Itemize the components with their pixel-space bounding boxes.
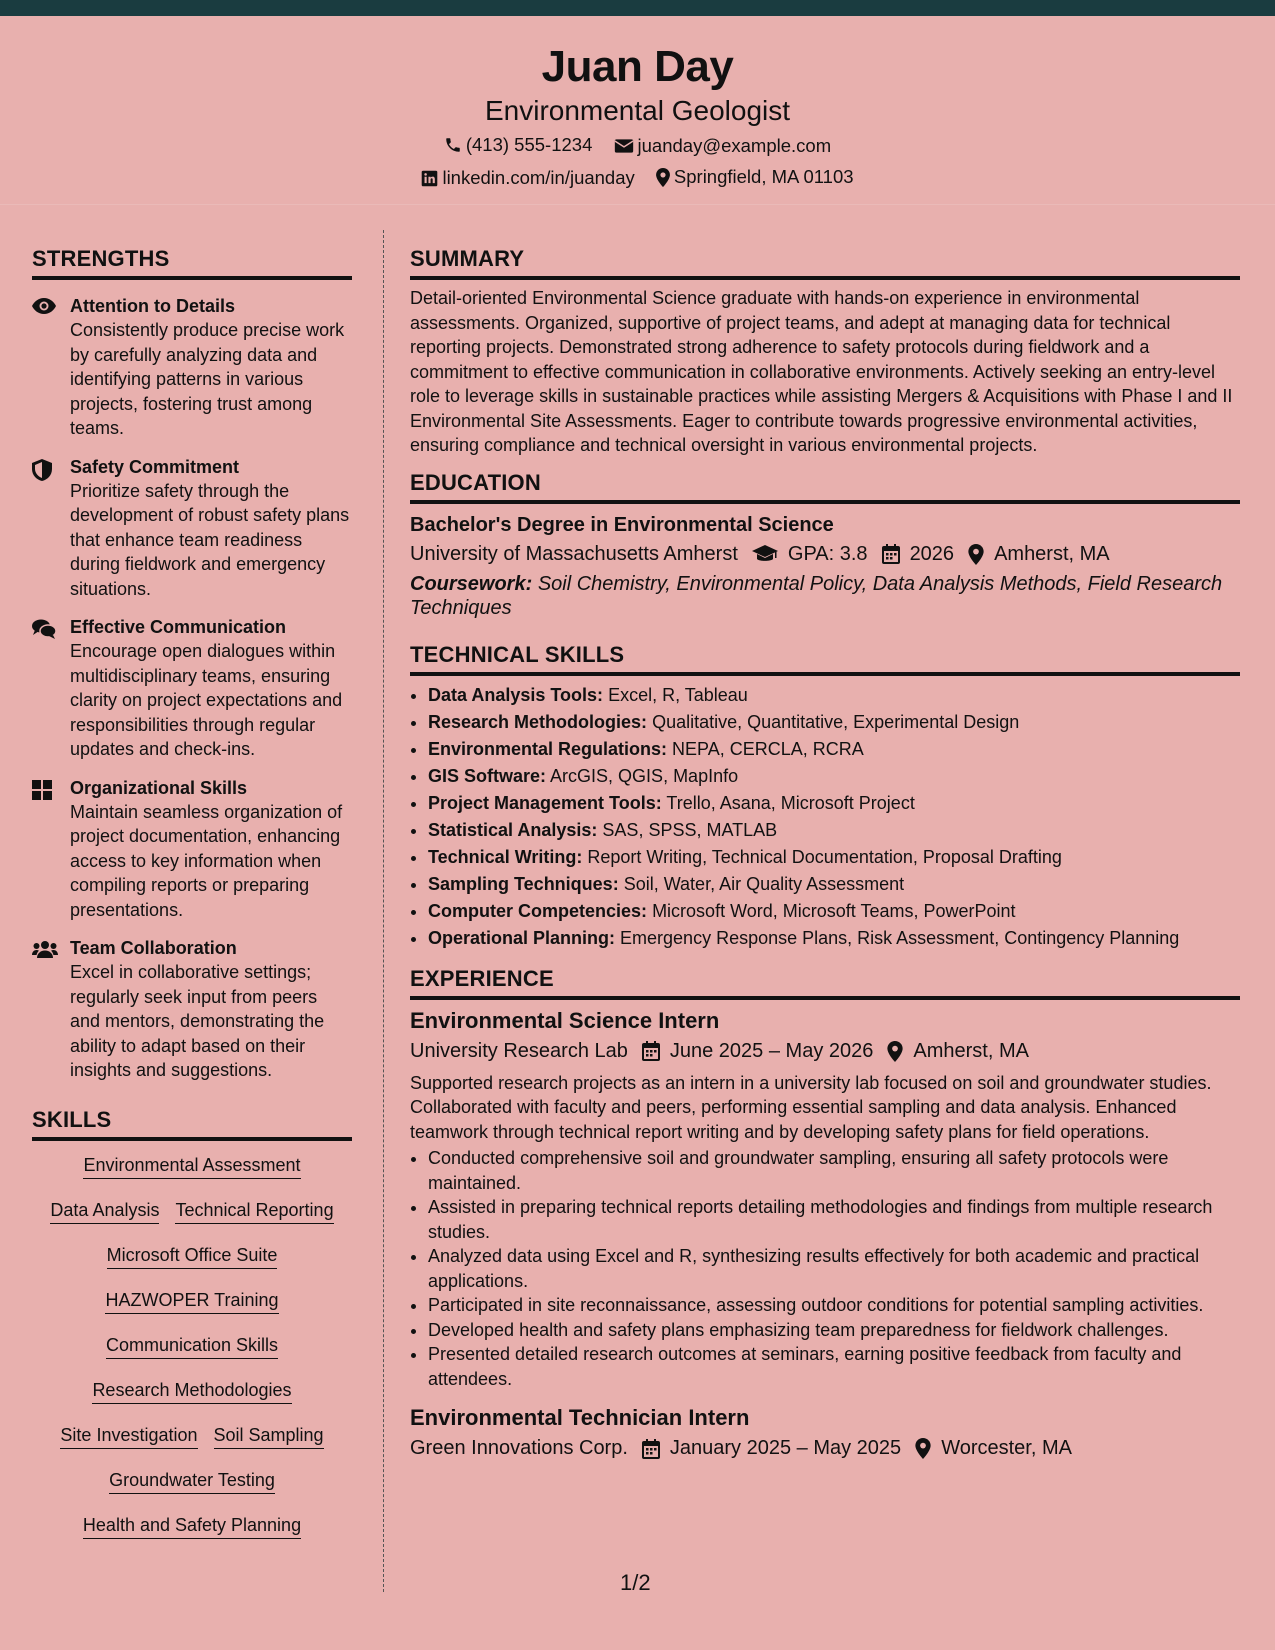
list-item: • Data Analysis Tools: Excel, R, Tableau — [428, 682, 1240, 709]
strength-item — [32, 294, 352, 441]
list-item: • Sampling Techniques: Soil, Water, Air Quality Assessment — [428, 871, 1240, 898]
list-item: • Computer Competencies: Microsoft Word, Microsoft Teams, PowerPoint — [428, 898, 1240, 925]
skill-tag: Site Investigation — [60, 1425, 197, 1449]
company-name: University Research Lab — [410, 1039, 628, 1062]
technical-skills-heading: TECHNICAL SKILLS — [410, 642, 1240, 676]
strength-title: Attention to Details — [70, 296, 235, 316]
strengths-heading: STRENGTHS — [32, 246, 352, 280]
list-item: • Research Methodologies: Qualitative, Quantitative, Experimental Design — [428, 709, 1240, 736]
calendar-icon — [642, 1041, 660, 1061]
skill-tag: Research Methodologies — [92, 1380, 291, 1404]
strength-item — [32, 936, 352, 1083]
skill-tag: Communication Skills — [106, 1335, 278, 1359]
list-item: • Assisted in preparing technical reports detailing methodologies and findings from multiple research studies. — [428, 1195, 1240, 1244]
job-bullets — [410, 1146, 1240, 1391]
skill-tag: Technical Reporting — [175, 1200, 333, 1224]
email-text: juanday@example.com — [637, 135, 832, 156]
linkedin-contact[interactable] — [421, 167, 634, 189]
list-item: • Environmental Regulations: NEPA, CERCLA, RCRA — [428, 736, 1240, 763]
linkedin-text: linkedin.com/in/juanday — [442, 167, 635, 188]
job-title: Environmental Technician Intern — [410, 1405, 750, 1430]
job-location: Amherst, MA — [913, 1039, 1029, 1062]
strength-desc: Excel in collaborative settings; regularly seek input from peers and mentors, demonstrating the ability to adapt based on their insights and suggestions. — [70, 962, 325, 1080]
company-name: Green Innovations Corp. — [410, 1437, 628, 1459]
map-pin-icon — [968, 544, 984, 565]
summary-heading: SUMMARY — [410, 246, 1240, 280]
gpa-text: GPA: 3.8 — [787, 542, 868, 565]
left-column — [32, 246, 352, 1560]
education-meta — [410, 543, 1240, 566]
skill-tag: Groundwater Testing — [109, 1470, 275, 1494]
strength-item — [32, 776, 352, 923]
map-pin-icon — [656, 168, 670, 187]
job-dates: June 2025 – May 2026 — [669, 1039, 874, 1062]
resume-header — [0, 16, 1275, 205]
technical-skills-list — [410, 682, 1240, 952]
top-accent-bar — [0, 0, 1275, 16]
column-divider — [383, 230, 384, 1592]
skills-heading: SKILLS — [32, 1107, 352, 1141]
skill-tag: Microsoft Office Suite — [107, 1245, 278, 1269]
coursework-list: Soil Chemistry, Environmental Policy, Data Analysis Methods, Field Research Techniques — [410, 572, 1223, 619]
list-item: • GIS Software: ArcGIS, QGIS, MapInfo — [428, 763, 1240, 790]
candidate-name: Juan Day — [541, 42, 734, 91]
strength-title: Organizational Skills — [70, 777, 248, 798]
eye-icon — [32, 298, 56, 314]
education-heading: EDUCATION — [410, 470, 1240, 504]
calendar-icon — [642, 1439, 660, 1459]
skill-tag: Data Analysis — [50, 1200, 159, 1224]
comments-icon — [32, 619, 56, 639]
skills-list — [32, 1155, 352, 1560]
right-column — [410, 246, 1240, 1460]
job-meta — [410, 1040, 1240, 1063]
strength-title: Team Collaboration — [70, 938, 237, 958]
list-item: • Statistical Analysis: SAS, SPSS, MATLAB — [428, 817, 1240, 844]
strength-desc: Consistently produce precise work by carefully analyzing data and identifying patterns in various projects, fostering trust among teams. — [70, 320, 345, 438]
location-contact — [656, 166, 854, 188]
list-item: • Project Management Tools: Trello, Asana, Microsoft Project — [428, 790, 1240, 817]
envelope-icon — [614, 138, 634, 154]
shield-icon — [32, 459, 52, 481]
school-name: University of Massachusetts Amherst — [410, 542, 738, 565]
skill-tag: Soil Sampling — [214, 1425, 324, 1449]
page-number: 1/2 — [620, 1570, 651, 1595]
job-title: Environmental Science Intern — [410, 1007, 720, 1033]
job-dates: January 2025 – May 2025 — [669, 1437, 902, 1459]
list-item: • Technical Writing: Report Writing, Technical Documentation, Proposal Drafting — [428, 844, 1240, 871]
list-item: • Participated in site reconnaissance, assessing outdoor conditions for potential sampling activities. — [428, 1293, 1240, 1318]
location-text: Springfield, MA 01103 — [673, 166, 854, 187]
phone-contact[interactable] — [444, 134, 593, 156]
contact-row-1 — [0, 134, 1275, 159]
calendar-icon — [882, 544, 900, 564]
strength-title: Effective Communication — [70, 617, 287, 637]
skill-tag: Health and Safety Planning — [83, 1515, 301, 1539]
graduation-cap-icon — [752, 545, 778, 563]
strength-title: Safety Commitment — [70, 456, 240, 477]
experience-heading: EXPERIENCE — [410, 966, 1240, 1000]
strength-desc: Prioritize safety through the development of robust safety plans that enhance team readiness during fieldwork and emergency situations. — [70, 480, 350, 599]
grid-icon — [32, 780, 52, 800]
job-summary: Supported research projects as an intern in a university lab focused on soil and groundwater studies. Collaborated with faculty and peers, performing essential sampling and data analysis. Enhanced teamwork through technical report writing and by developing safety plans for field operations. — [410, 1072, 1212, 1142]
job-meta — [410, 1437, 1240, 1460]
graduation-year: 2026 — [909, 542, 955, 565]
map-pin-icon — [915, 1438, 931, 1459]
map-pin-icon — [887, 1041, 903, 1062]
strength-desc: Encourage open dialogues within multidisciplinary teams, ensuring clarity on project expectations and responsibilities through regular updates and check-ins. — [70, 641, 343, 759]
users-icon — [32, 940, 58, 958]
summary-text: Detail-oriented Environmental Science graduate with hands-on experience in environmental assessments. Organized, supportive of project teams, and adept at managing data for technical reporting projects. Demonstrated strong adherence to safety protocols during fieldwork and a commitment to effective communication in collaborative environments. Actively seeking an entry-level role to leverage skills in sustainable practices while assisting Mergers & Acquisitions with Phase I and II Environmental Site Assessments. Eager to contribute towards progressive environmental activities, ensuring compliance and technical oversight in various environmental projects. — [410, 288, 1233, 455]
skill-tag: HAZWOPER Training — [105, 1290, 278, 1314]
coursework-label: Coursework: — [410, 572, 533, 595]
job-location: Worcester, MA — [941, 1437, 1072, 1459]
list-item: • Developed health and safety plans emphasizing team preparedness for fieldwork challenges. — [428, 1318, 1240, 1343]
degree-title: Bachelor's Degree in Environmental Science — [410, 513, 834, 536]
strength-desc: Maintain seamless organization of project documentation, enhancing access to key information when compiling reports or preparing presentations. — [70, 801, 343, 920]
candidate-title: Environmental Geologist — [484, 95, 791, 126]
education-location: Amherst, MA — [994, 542, 1110, 565]
skill-tag: Environmental Assessment — [83, 1155, 300, 1179]
strength-item — [32, 455, 352, 602]
strength-item — [32, 615, 352, 762]
contact-row-2 — [0, 166, 1275, 192]
list-item: • Presented detailed research outcomes at seminars, earning positive feedback from faculty and attendees. — [428, 1342, 1240, 1391]
email-contact[interactable] — [614, 135, 832, 157]
list-item: • Operational Planning: Emergency Response Plans, Risk Assessment, Contingency Planning — [428, 925, 1240, 952]
coursework — [410, 572, 1240, 620]
linkedin-icon — [421, 170, 438, 187]
list-item: • Analyzed data using Excel and R, synthesizing results effectively for both academic and practical applications. — [428, 1244, 1240, 1293]
phone-text: (413) 555-1234 — [465, 134, 593, 155]
phone-icon — [444, 136, 462, 154]
list-item: • Conducted comprehensive soil and groundwater sampling, ensuring all safety protocols were maintained. — [428, 1146, 1240, 1195]
